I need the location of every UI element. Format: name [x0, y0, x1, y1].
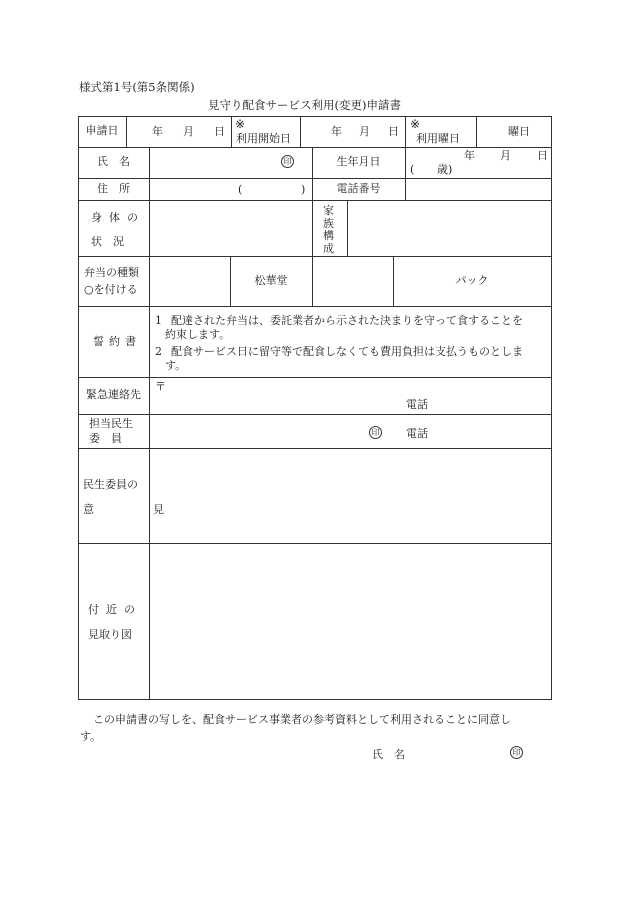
- map-label-2: 見取り図: [88, 628, 132, 641]
- address-paren-open: (: [238, 183, 243, 196]
- opinion-label-2: 意 見: [83, 503, 188, 516]
- bento-type-label-2: ○を付ける: [84, 283, 138, 296]
- emergency-phone-label: 電話: [406, 398, 428, 411]
- pledge-item-2-line-1: 配食サービス日に留守等で配食しなくても費用負担は支払うものとしま: [171, 345, 523, 358]
- apply-date-label: 申請日: [85, 124, 119, 138]
- seal-icon: 印: [281, 155, 294, 168]
- pledge-item-2-line-2: す。: [165, 359, 187, 372]
- seal-icon: 印: [369, 426, 382, 439]
- apply-day-label: 日: [214, 125, 225, 138]
- consent-line-2: す。: [80, 730, 102, 743]
- pledge-item-1-number: 1: [155, 314, 162, 327]
- opinion-label-1: 民生委員の: [83, 478, 138, 491]
- start-date-label: 利用開始日: [236, 132, 291, 145]
- body-condition-label-2: 状 況: [91, 235, 124, 248]
- age-label: 歳): [437, 163, 453, 176]
- note-mark: ※: [410, 117, 421, 131]
- bento-type-label-1: 弁当の種類: [84, 266, 139, 279]
- apply-year-label: 年: [152, 125, 163, 138]
- weekday-label: 利用曜日: [416, 132, 460, 145]
- start-month-label: 月: [359, 125, 370, 138]
- body-condition-label-1: 身体の: [91, 211, 145, 224]
- form-title: 見守り配食サービス利用(変更)申請書: [208, 98, 401, 112]
- pledge-label: 誓約書: [93, 335, 141, 348]
- name-label: 氏 名: [97, 155, 130, 169]
- pledge-item-1-line-2: 約束します。: [165, 328, 231, 341]
- phone-number-label: 電話番号: [336, 181, 381, 195]
- form-number: 様式第1号(第5条関係): [79, 80, 195, 94]
- pledge-item-2-number: 2: [155, 345, 162, 358]
- welfare-commissioner-label-2: 委 員: [89, 432, 122, 445]
- map-label-1: 付近の: [88, 603, 142, 616]
- age-open-paren: (: [410, 163, 415, 176]
- weekday-suffix: 曜日: [508, 125, 530, 138]
- emergency-contact-label: 緊急連絡先: [86, 388, 141, 402]
- consent-line-1: この申請書の写しを、配食サービス事業者の参考資料として利用されることに同意し: [93, 713, 511, 726]
- bento-option-shokado[interactable]: 松華堂: [254, 273, 288, 287]
- birth-month-label: 月: [500, 149, 511, 162]
- welfare-commissioner-label-1: 担当民生: [89, 417, 133, 430]
- apply-month-label: 月: [183, 125, 194, 138]
- birth-date-label: 生年月日: [336, 155, 381, 169]
- pledge-item-1-line-1: 配達された弁当は、委託業者から示された決まりを守って食することを: [171, 314, 523, 327]
- address-label: 住 所: [97, 181, 130, 195]
- consent-name-label: 氏 名: [372, 748, 405, 761]
- birth-day-label: 日: [537, 149, 548, 162]
- seal-icon: 印: [510, 746, 523, 759]
- postal-mark: 〒: [155, 380, 166, 393]
- bento-option-pack[interactable]: パック: [455, 273, 489, 287]
- welfare-phone-label: 電話: [406, 427, 428, 440]
- address-paren-close: ): [301, 183, 306, 196]
- note-mark: ※: [235, 117, 246, 131]
- birth-year-label: 年: [464, 149, 475, 162]
- family-structure-label: 家族構成: [323, 204, 334, 255]
- start-year-label: 年: [331, 125, 342, 138]
- start-day-label: 日: [388, 125, 399, 138]
